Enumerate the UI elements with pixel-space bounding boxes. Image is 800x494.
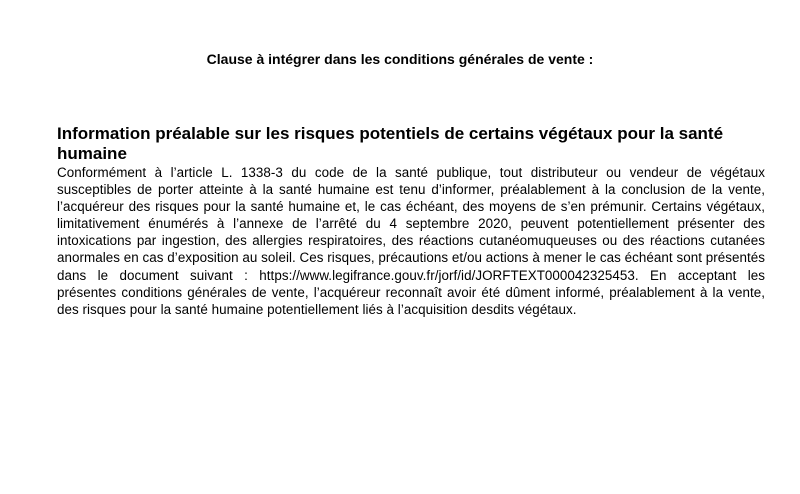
clause-heading: Clause à intégrer dans les conditions générales de vente : bbox=[206, 51, 594, 67]
information-section bbox=[57, 124, 765, 318]
section-title: Information préalable sur les risques potentiels de certains végétaux pour la santé humaine bbox=[57, 124, 724, 163]
body-paragraph: Conformément à l’article L. 1338-3 du code de la santé publique, tout distributeur ou vendeur de végétaux susceptibles de porter atteinte à la santé humaine est tenu d’informer, préalablement à la conclusion de la vente, l’acquéreur des risques pour la santé humaine et, le cas échéant, des moyens de s’en prémunir. Certains végétaux, limitativement énumérés à l’annexe de l’arrêté du 4 septembre 2020, peuvent potentiellement présenter des intoxications par ingestion, des allergies respiratoires, des réactions cutanéomuqueuses ou des réactions cutanées anormales en cas d’exposition au soleil. Ces risques, précautions et/ou actions à mener le cas échéant sont présentés dans le document suivant : https://www.legifrance.gouv.fr/jorf/id/JORFTEXT000042325453. En acceptant les présentes conditions générales de vente, l’acquéreur reconnaît avoir été dûment informé, préalablement à la vente, des risques pour la santé humaine potentiellement liés à l’acquisition desdits végétaux. bbox=[57, 165, 765, 317]
